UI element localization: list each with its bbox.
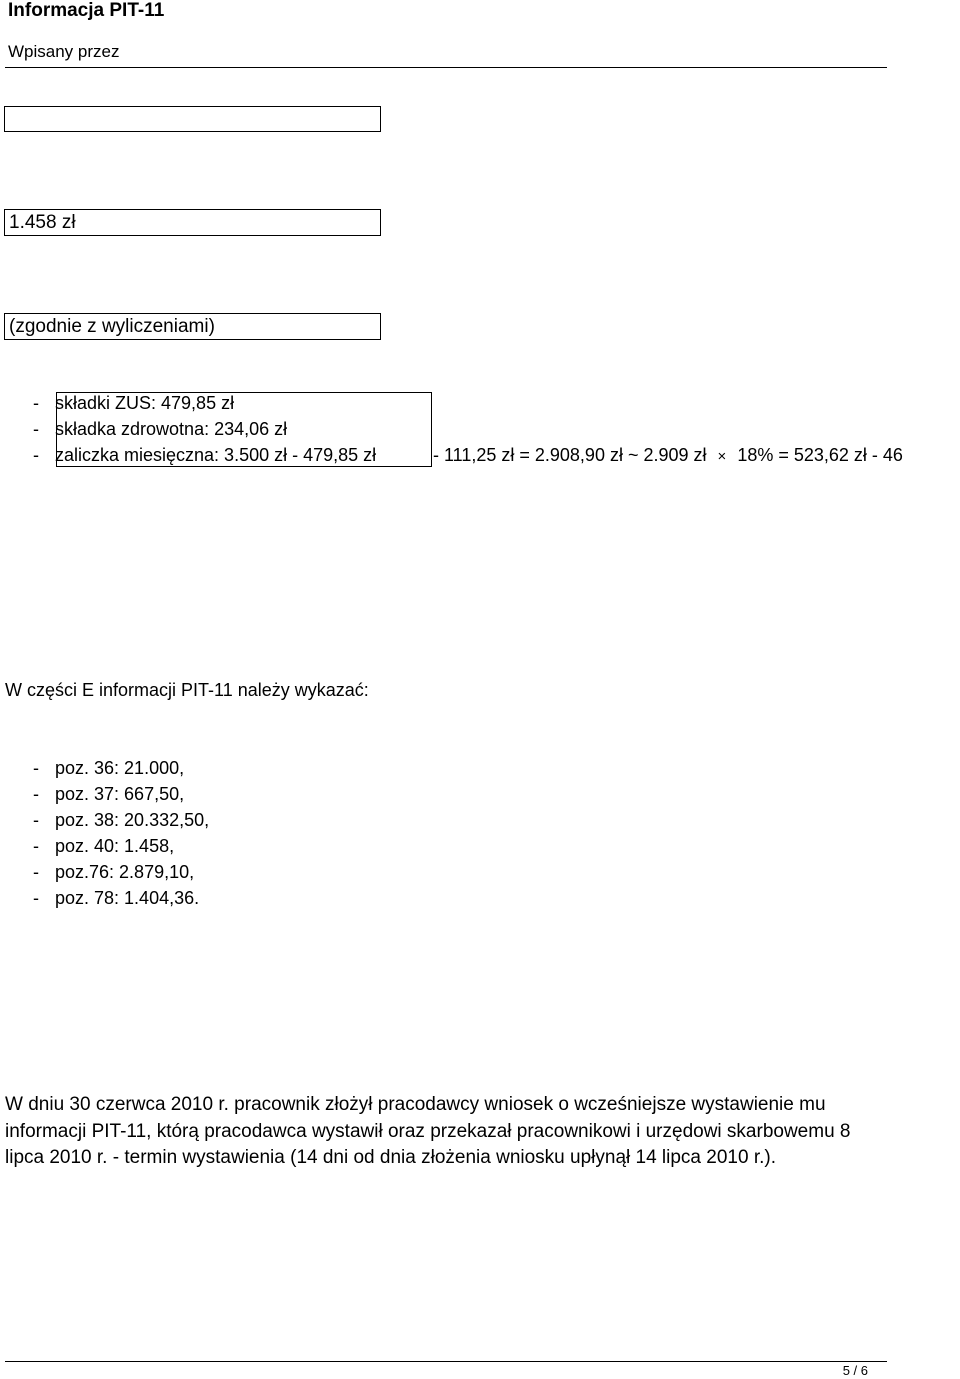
poz-78: poz. 78: 1.404,36. [55, 888, 200, 908]
advance-boxed: zaliczka miesięczna: 3.500 zł - 479,85 zł [55, 445, 377, 465]
byline: Wpisany przez [8, 42, 120, 61]
note-text: (zgodnie z wyliczeniami) [9, 316, 215, 337]
list-item [33, 445, 376, 466]
contribution-health: składka zdrowotna: 234,06 zł [55, 419, 288, 439]
list-dash: - [33, 862, 39, 882]
amount-value: 1.458 zł [9, 212, 76, 233]
page-title: Informacja PIT-11 [8, 0, 165, 21]
list-item [33, 393, 234, 414]
list-item [33, 888, 199, 909]
list-dash: - [33, 784, 39, 804]
list-item [33, 836, 174, 857]
list-dash: - [33, 419, 39, 439]
list-dash: - [33, 810, 39, 830]
amount-box [4, 209, 381, 236]
list-dash: - [33, 888, 39, 908]
list-dash: - [33, 836, 39, 856]
list-dash: - [33, 445, 39, 465]
poz-36: poz. 36: 21.000, [55, 758, 185, 778]
body-paragraph: W dniu 30 czerwca 2010 r. pracownik złożył pracodawcy wniosek o wcześniejsze wystawienie mu informacji PIT-11, którą pracodawca wystawił oraz przekazał pracownikowi i urzędowi skarbowemu 8 lipca 2010 r. - termin wystawienia (14 dni od dnia złożenia wniosku upłynął 14 lipca 2010 r.). [5, 1094, 851, 1168]
section-e-heading: W części E informacji PIT-11 należy wykazać: [5, 680, 369, 700]
contribution-zus: składki ZUS: 479,85 zł [55, 393, 235, 413]
empty-box [4, 106, 381, 132]
list-dash: - [33, 393, 39, 413]
header-divider [5, 67, 887, 68]
list-item [33, 784, 184, 805]
poz-40: poz. 40: 1.458, [55, 836, 175, 856]
note-box [4, 313, 381, 340]
page-number: 5 / 6 [842, 1363, 868, 1378]
advance-rest-b: 18% = 523,62 zł - 46 [737, 445, 903, 465]
advance-calculation [433, 445, 903, 466]
list-dash: - [33, 758, 39, 778]
poz-37: poz. 37: 667,50, [55, 784, 185, 804]
advance-rest-a: - 111,25 zł = 2.908,90 zł ~ 2.909 zł [433, 445, 707, 465]
poz-76: poz.76: 2.879,10, [55, 862, 195, 882]
list-item [33, 810, 209, 831]
multiply-icon: × [717, 448, 727, 465]
list-item [33, 419, 287, 440]
list-item [33, 758, 184, 779]
list-item [33, 862, 194, 883]
poz-38: poz. 38: 20.332,50, [55, 810, 210, 830]
footer-divider [5, 1361, 887, 1362]
